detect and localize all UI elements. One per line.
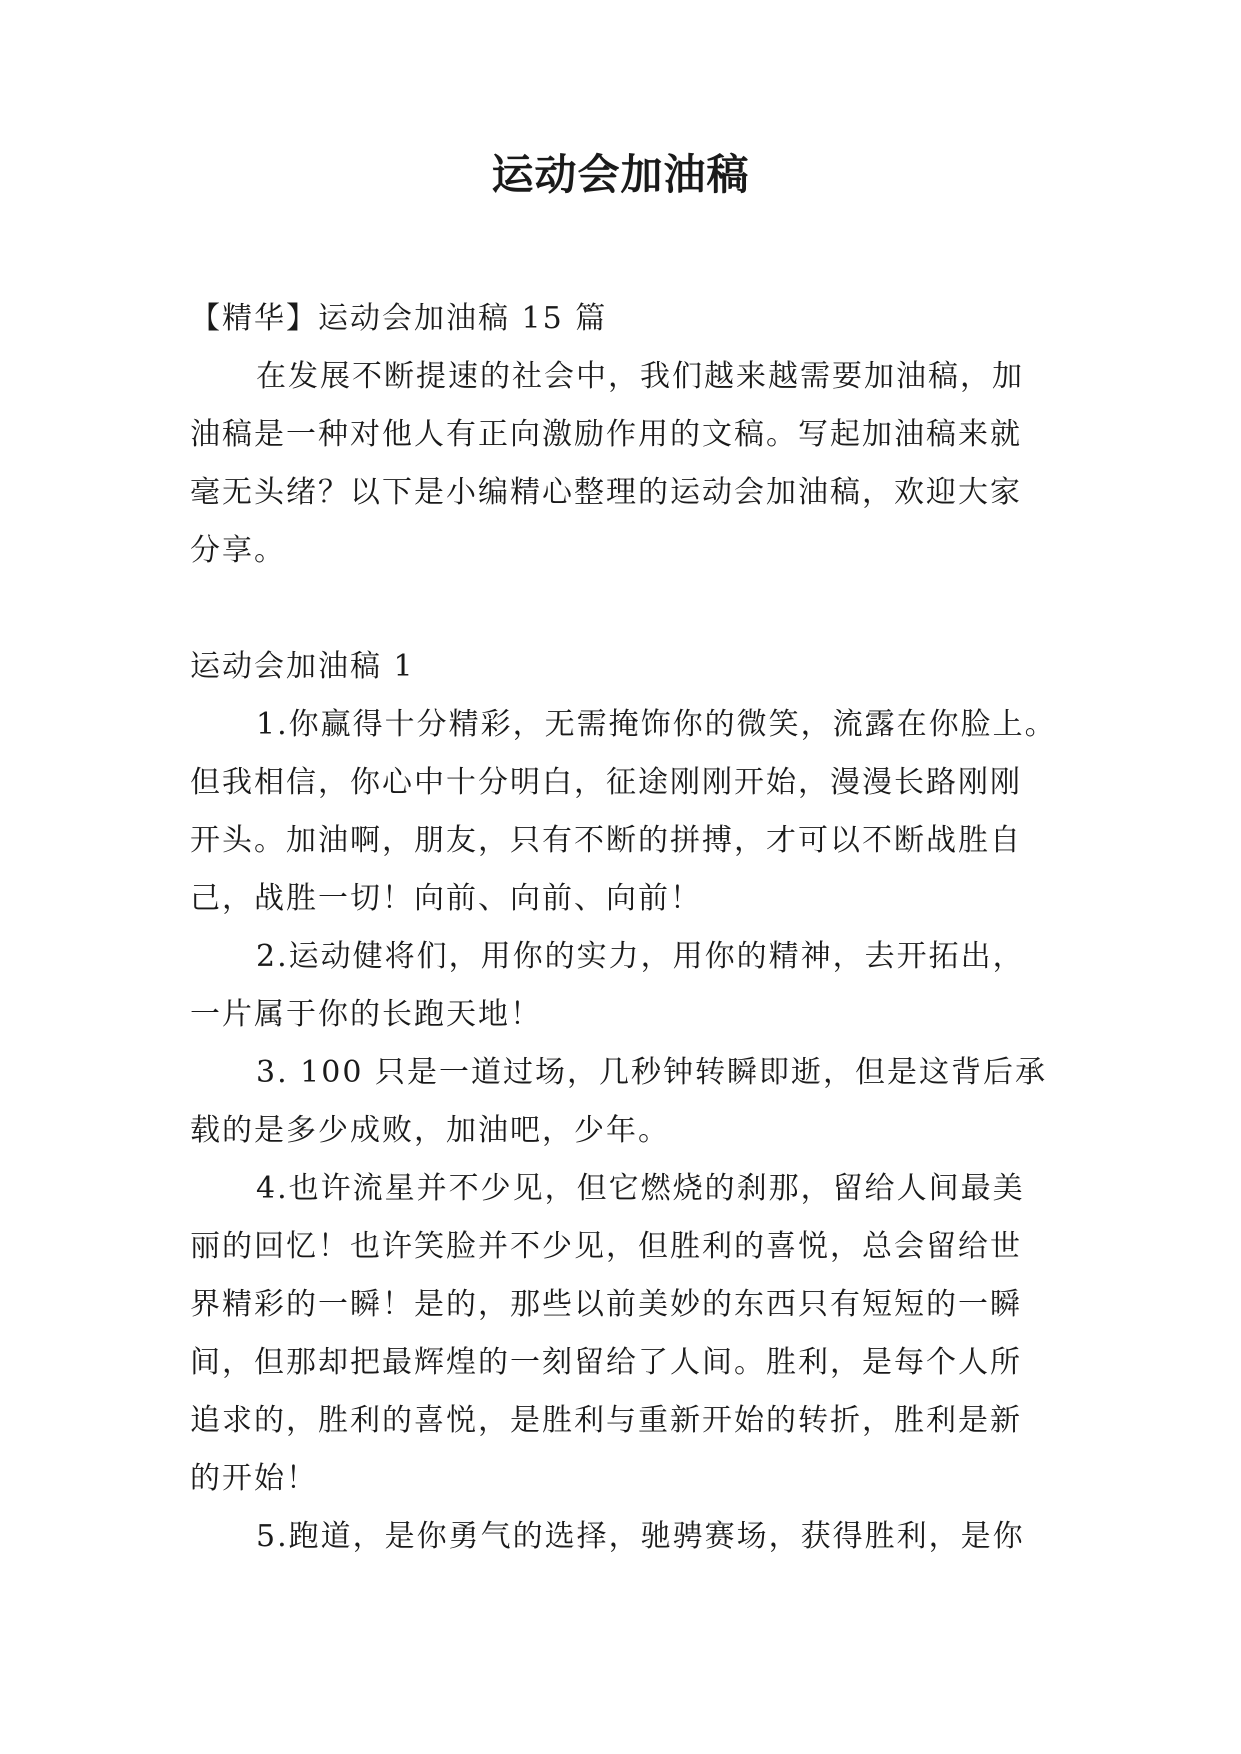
item-paragraph-1 (190, 696, 1057, 928)
paragraph-line: 载的是多少成败，加油吧，少年。 (190, 1113, 670, 1148)
paragraph-line: 但我相信，你心中十分明白，征途刚刚开始，漫漫长路刚刚 (190, 765, 1022, 800)
paragraph-line: 一片属于你的长跑天地！ (190, 997, 542, 1032)
item-paragraph-4 (190, 1160, 1050, 1508)
section-heading: 运动会加油稿 1 (190, 649, 415, 684)
intro-line: 油稿是一种对他人有正向激励作用的文稿。写起加油稿来就 (190, 417, 1022, 452)
paragraph-line: 丽的回忆！也许笑脸并不少见，但胜利的喜悦，总会留给世 (190, 1229, 1022, 1264)
intro-line: 在发展不断提速的社会中，我们越来越需要加油稿，加 (256, 359, 1024, 394)
paragraph-line: 5.跑道，是你勇气的选择，驰骋赛场，获得胜利，是你 (256, 1519, 1025, 1554)
intro-line: 毫无头绪？以下是小编精心整理的运动会加油稿，欢迎大家 (190, 475, 1022, 510)
paragraph-line: 4.也许流星并不少见，但它燃烧的刹那，留给人间最美 (256, 1171, 1025, 1206)
intro-line: 分享。 (190, 533, 286, 568)
document-body (190, 290, 1057, 1566)
paragraph-line: 开头。加油啊，朋友，只有不断的拼搏，才可以不断战胜自 (190, 823, 1022, 858)
item-paragraph-2 (190, 928, 1050, 1044)
item-paragraph-5 (190, 1508, 1050, 1566)
section-spacer (190, 580, 1050, 638)
paragraph-line: 的开始！ (190, 1461, 318, 1496)
item-paragraph-3 (190, 1044, 1050, 1160)
page-title: 运动会加油稿 (491, 150, 750, 199)
subtitle: 【精华】运动会加油稿 15 篇 (190, 301, 608, 336)
paragraph-line: 2.运动健将们，用你的实力，用你的精神，去开拓出， (256, 939, 1025, 974)
intro-paragraph (190, 348, 1050, 580)
paragraph-line: 间，但那却把最辉煌的一刻留给了人间。胜利，是每个人所 (190, 1345, 1022, 1380)
paragraph-line: 界精彩的一瞬！是的，那些以前美妙的东西只有短短的一瞬 (190, 1287, 1022, 1322)
paragraph-line: 追求的，胜利的喜悦，是胜利与重新开始的转折，胜利是新 (190, 1403, 1022, 1438)
paragraph-line: 1.你赢得十分精彩，无需掩饰你的微笑，流露在你脸上。 (256, 707, 1057, 742)
paragraph-line: 己，战胜一切！向前、向前、向前！ (190, 881, 702, 916)
paragraph-line: 3. 100 只是一道过场，几秒钟转瞬即逝，但是这背后承 (256, 1055, 1047, 1090)
